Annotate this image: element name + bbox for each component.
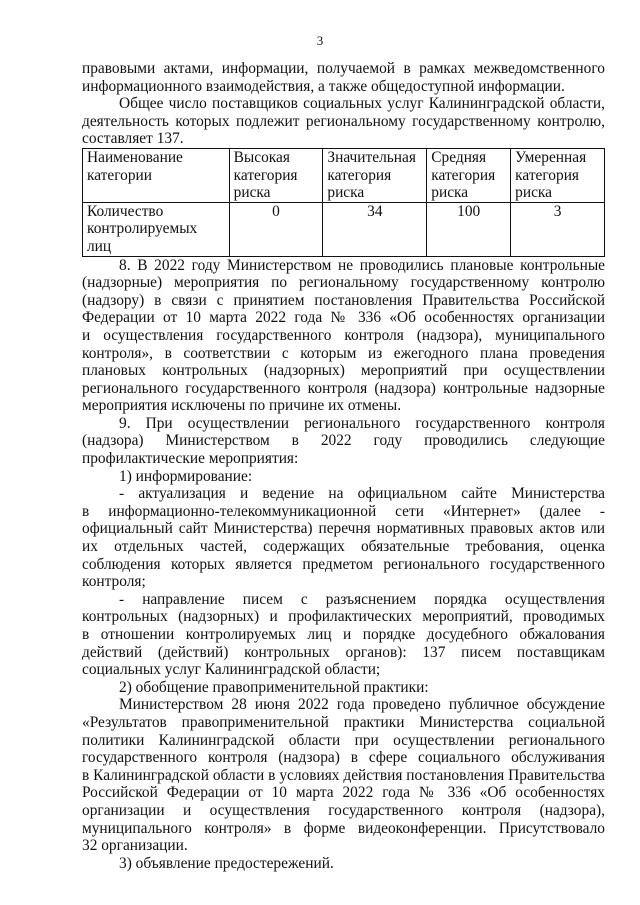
text-line: государственного контроля (надзора) в сфере социального обслуживания [82, 749, 605, 767]
item-1-actualization [82, 485, 605, 591]
text-line: в отношении контролируемых лиц и порядке досудебного обжалования [82, 626, 605, 643]
text-line: политики Калининградской области при осуществлении регионального [82, 731, 605, 749]
intro-paragraph [82, 60, 605, 95]
table-cell-high: 0 [229, 202, 323, 256]
table-header-cell: Умеренная категория риска [511, 148, 605, 202]
item-3-title: 3) объявление предостережений. [119, 854, 334, 872]
text-line: муниципального контроля» в форме видеоконференции. Присутствовало [82, 819, 605, 837]
text-line: (надзорные) мероприятия по региональному государственному контролю [82, 274, 605, 292]
text-line: 8. В 2022 году Министерством не проводились плановые контрольные [119, 256, 605, 274]
text-line: Общее число поставщиков социальных услуг Калининградской области, [119, 95, 605, 113]
table-header-cell: Высокая категория риска [229, 148, 323, 202]
text-line: действий (действий) контрольных органов): 137 писем поставщикам [82, 643, 605, 661]
text-line: - актуализация и ведение на официальном сайте Министерства [119, 485, 605, 503]
text-line: мероприятия исключены по причине их отмены. [82, 397, 402, 415]
item-2-paragraph [82, 696, 605, 854]
table-cell-significant: 34 [323, 202, 427, 256]
text-line: официальный сайт Министерства) перечня нормативных правовых актов или [82, 520, 605, 538]
table-row [83, 202, 605, 256]
document-body [82, 60, 605, 872]
text-line: плановых контрольных (надзорных) мероприятий при осуществлении [82, 362, 605, 380]
table-row-label: Количество контролируемых лиц [83, 202, 230, 256]
text-line: Федерации от 10 марта 2022 года № 336 «Об особенностях организации [82, 309, 605, 327]
text-line: в информационно-телекоммуникационной сети «Интернет» (далее - [82, 502, 605, 520]
text-line: правовыми актами, информации, получаемой в рамках межведомственного [82, 60, 605, 77]
risk-category-table [82, 148, 605, 257]
text-line: информационного взаимодействия, а также общедоступной информации. [82, 77, 565, 95]
paragraph-9 [82, 415, 605, 468]
text-line: в Калининградской области в условиях действия постановления Правительства [82, 766, 605, 784]
item-1-letters [82, 591, 605, 679]
paragraph-8 [82, 257, 605, 415]
text-line: контроля; [82, 573, 146, 591]
text-line: Министерством 28 июня 2022 года проведено публичное обсуждение [119, 696, 605, 714]
text-line: (надзора) Министерством в 2022 году проводились следующие [82, 432, 605, 450]
text-line: контрольных (надзорных) и профилактических мероприятий, проводимых [82, 608, 605, 626]
text-line: регионального государственного контроля (надзора) контрольные надзорные [82, 379, 605, 397]
table-header-cell: Наименование категории [83, 148, 230, 202]
text-line: контроля», в соответствии с которым из ежегодного плана проведения [82, 344, 605, 362]
text-line: и осуществления государственного контроля (надзора), муниципального [82, 326, 605, 344]
table-cell-medium: 100 [427, 202, 511, 256]
text-line: деятельность которых подлежит региональному государственному контролю, [82, 112, 605, 130]
text-line: социальных услуг Калининградской области; [82, 661, 381, 679]
item-2-title: 2) обобщение правоприменительной практики: [119, 678, 429, 696]
item-1-title: 1) информирование: [119, 467, 253, 485]
text-line: - направление писем с разъяснением порядка осуществления [119, 590, 605, 608]
text-line: составляет 137. [82, 130, 184, 148]
text-line: 9. При осуществлении регионального государственного контроля [119, 414, 605, 432]
text-line: соблюдения которых является предметом регионального государственного [82, 555, 605, 573]
table-cell-moderate: 3 [511, 202, 605, 256]
text-line: профилактические мероприятия: [82, 450, 299, 468]
total-providers-paragraph [82, 95, 605, 148]
table-header-cell: Средняя категория риска [427, 148, 511, 202]
text-line: «Результатов правоприменительной практики Министерства социальной [82, 713, 605, 731]
text-line: их отдельных частей, содержащих обязательные требования, оценка [82, 538, 605, 556]
table-header-cell: Значительная категория риска [323, 148, 427, 202]
page-number: 3 [316, 33, 324, 48]
table-header-row [83, 148, 605, 202]
text-line: 32 организации. [82, 837, 188, 855]
text-line: Российской Федерации от 10 марта 2022 года № 336 «Об особенностях [82, 784, 605, 802]
text-line: организации и осуществления государственного контроля (надзора), [82, 801, 605, 819]
text-line: (надзору) в связи с принятием постановления Правительства Российской [82, 291, 605, 309]
